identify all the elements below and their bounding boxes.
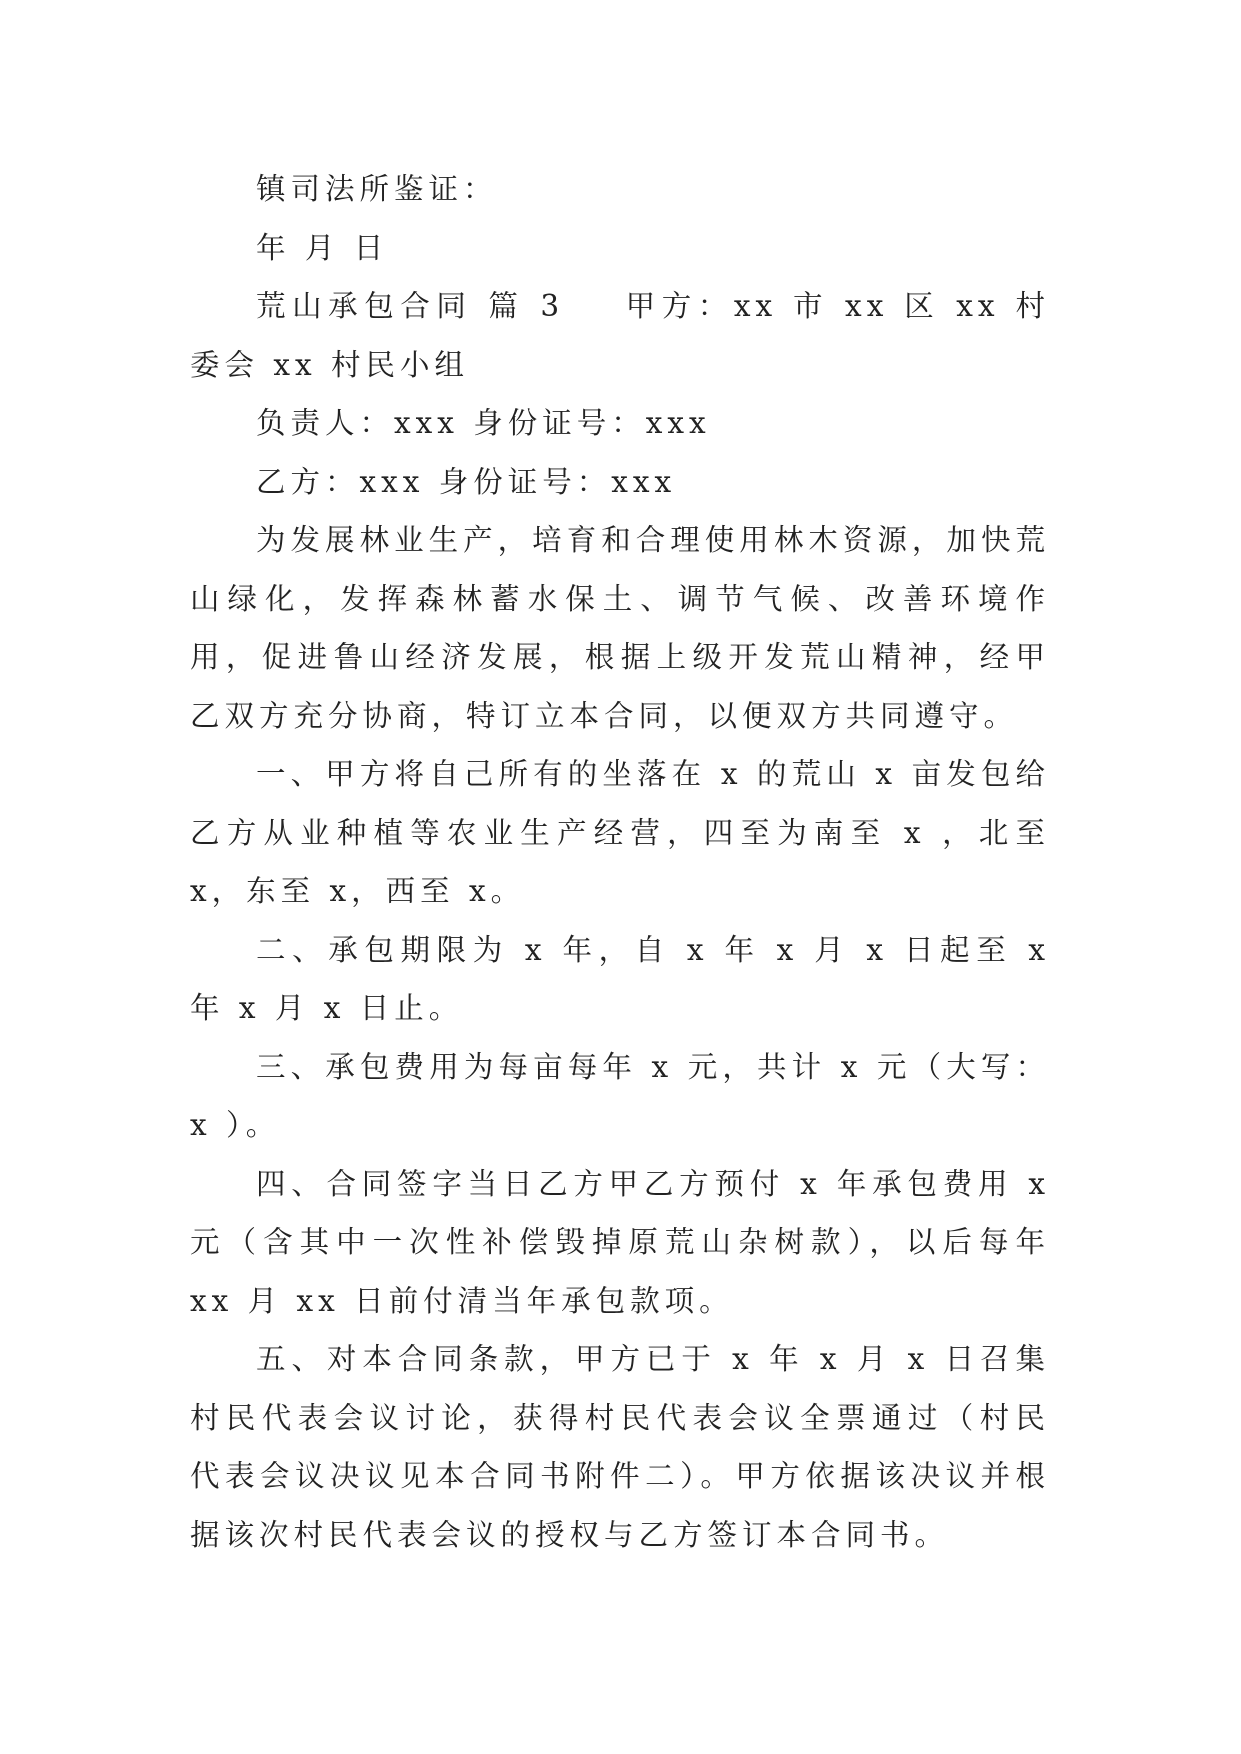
date-line: 年 月 日: [256, 230, 389, 265]
contract-heading-party-a: [190, 277, 1050, 394]
party-b-line: 乙方：xxx 身份证号：xxx: [256, 464, 677, 499]
notary-line: 镇司法所鉴证：: [256, 172, 498, 206]
contract-title: 荒山承包合同 篇 3: [256, 289, 565, 323]
clause-4: 四、合同签字当日乙方甲乙方预付 x 年承包费用 x 元（含其中一次性补偿毁掉原荒山杂树款），以后每年 xx 月 xx 日前付清当年承包款项。: [190, 1166, 1050, 1318]
clause-5: 五、对本合同条款，甲方已于 x 年 x 月 x 日召集村民代表会议讨论，获得村民代表会议全票通过（村民代表会议决议见本合同书附件二）。甲方依据该决议并根据该次村民代表会议的授权与乙方签订本合同书。: [190, 1342, 1050, 1552]
clause-3: 三、承包费用为每亩每年 x 元，共计 x 元（大写：x ）。: [190, 1049, 1050, 1142]
clause-2: 二、承包期限为 x 年，自 x 年 x 月 x 日起至 x 年 x 月 x 日止。: [190, 932, 1050, 1025]
party-a-line: 甲方：xx 市 xx 区 xx 村委会 xx 村民小组: [190, 289, 1050, 382]
preamble-paragraph: 为发展林业生产，培育和合理使用林木资源，加快荒山绿化，发挥森林蓄水保土、调节气候、改善环境作用，促进鲁山经济发展，根据上级开发荒山精神，经甲乙双方充分协商，特订立本合同，以便双方共同遵守。: [190, 523, 1050, 733]
document-page: [190, 160, 1050, 1564]
clause-1: 一、甲方将自己所有的坐落在 x 的荒山 x 亩发包给乙方从业种植等农业生产经营，四至为南至 x ，北至 x，东至 x，西至 x。: [190, 757, 1050, 908]
responsible-person-line: 负责人：xxx 身份证号：xxx: [256, 406, 711, 440]
